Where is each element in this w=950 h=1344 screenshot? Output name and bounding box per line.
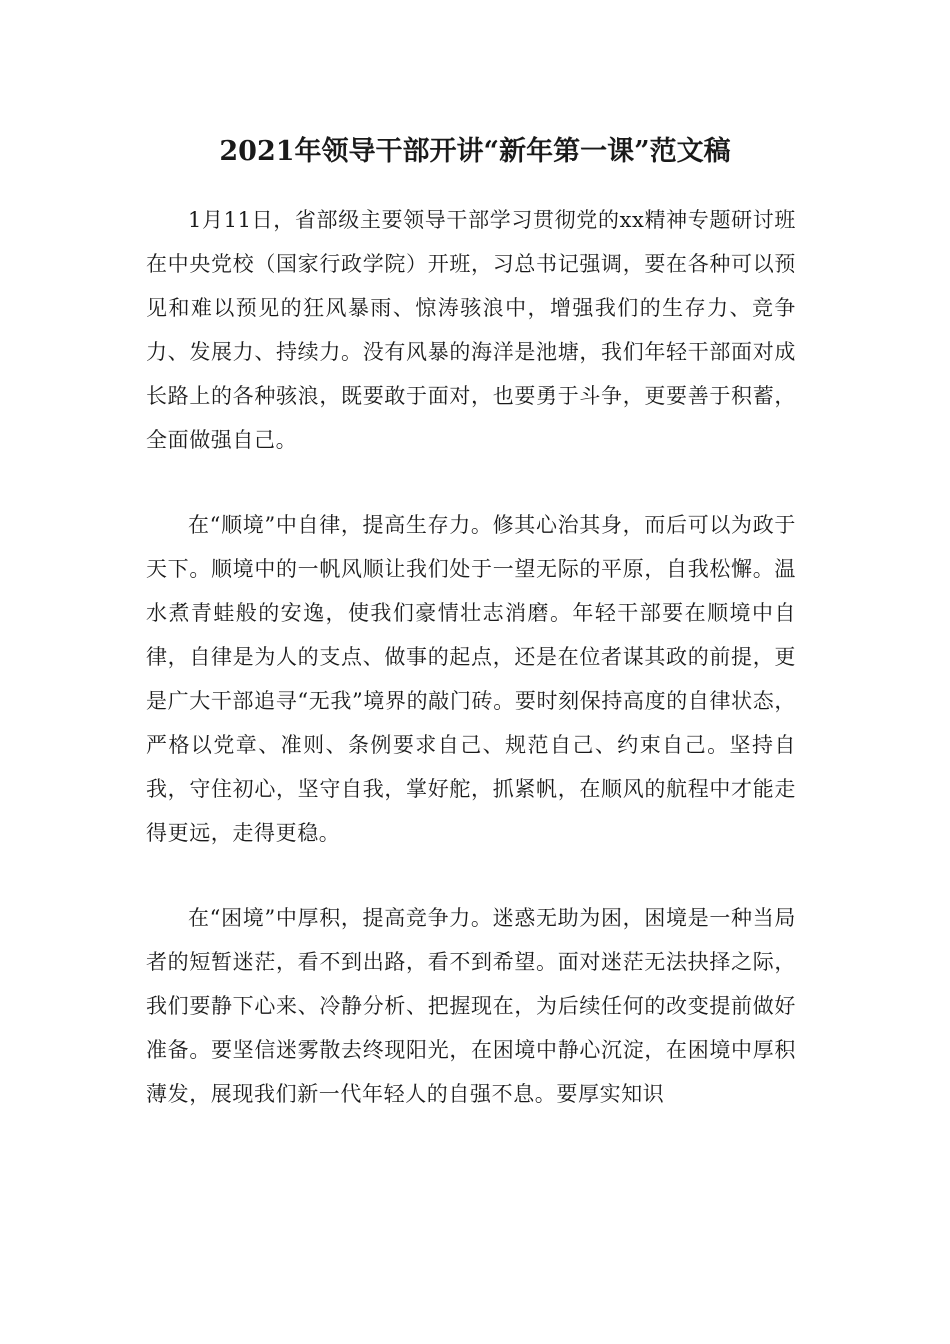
document-body — [146, 198, 796, 1116]
paragraph: 在“顺境”中自律，提高生存力。修其心治其身，而后可以为政于天下。顺境中的一帆风顺让我们处于一望无际的平原，自我松懈。温水煮青蛙般的安逸，使我们豪情壮志消磨。年轻干部要在顺境中自律，自律是为人的支点、做事的起点，还是在位者谋其政的前提，更是广大干部追寻“无我”境界的敲门砖。要时刻保持高度的自律状态，严格以党章、准则、条例要求自己、规范自己、约束自己。坚持自我，守住初心，坚守自我，掌好舵，抓紧帆，在顺风的航程中才能走得更远，走得更稳。 — [146, 513, 796, 845]
paragraph: 在“困境”中厚积，提高竞争力。迷惑无助为困，困境是一种当局者的短暂迷茫，看不到出路，看不到希望。面对迷茫无法抉择之际，我们要静下心来、冷静分析、把握现在，为后续任何的改变提前做好准备。要坚信迷雾散去终现阳光，在困境中静心沉淀，在困境中厚积薄发，展现我们新一代年轻人的自强不息。要厚实知识 — [146, 906, 796, 1106]
paragraph: 1月11日，省部级主要领导干部学习贯彻党的xx精神专题研讨班在中央党校（国家行政学院）开班，习总书记强调，要在各种可以预见和难以预见的狂风暴雨、惊涛骇浪中，增强我们的生存力、竞争力、发展力、持续力。没有风暴的海洋是池塘，我们年轻干部面对成长路上的各种骇浪，既要敢于面对，也要勇于斗争，更要善于积蓄，全面做强自己。 — [146, 208, 796, 452]
document-title: 2021年领导干部开讲“新年第一课”范文稿 — [219, 136, 731, 167]
